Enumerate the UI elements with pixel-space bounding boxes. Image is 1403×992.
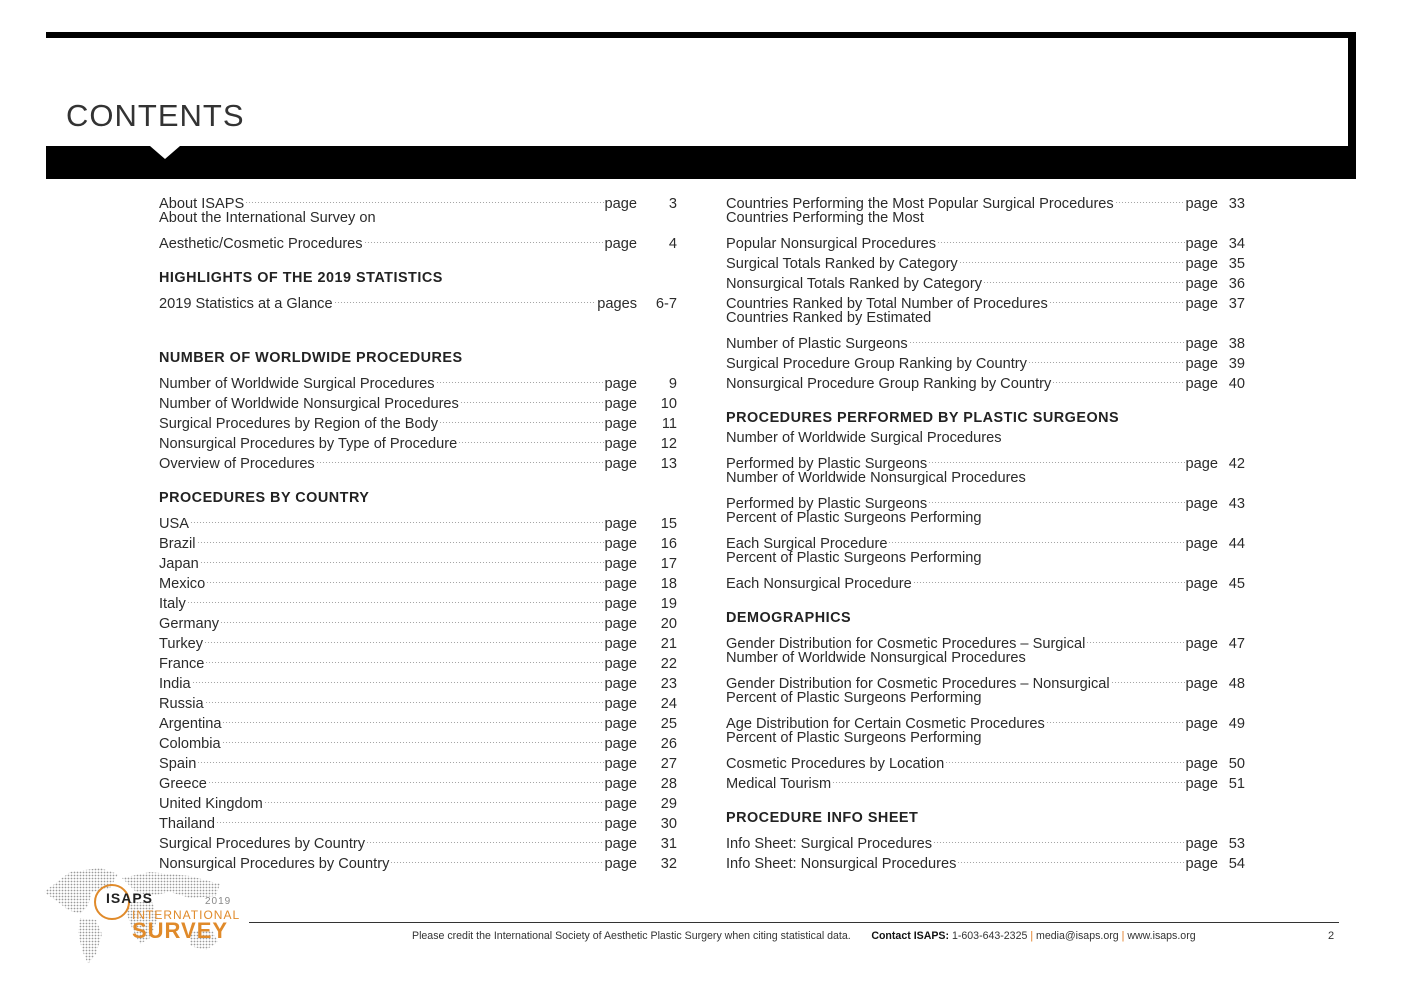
dot-leader [197, 748, 603, 768]
dot-leader [928, 488, 1184, 508]
toc-page-word: page [604, 236, 637, 252]
footer-email[interactable]: media@isaps.org [1036, 930, 1119, 942]
toc-entry[interactable] [159, 528, 677, 552]
toc-entry-label: USA [159, 516, 190, 532]
toc-page-number: 16 [660, 536, 677, 552]
toc-page-number: 53 [1228, 836, 1245, 852]
toc-entry-label: Countries Ranked by Total Number of Procedures [726, 296, 1048, 312]
toc-entry[interactable] [159, 588, 677, 612]
toc-page-word: page [604, 396, 637, 412]
toc-entry-label: Overview of Procedures [159, 456, 315, 472]
footer-credit: Please credit the International Society of Aesthetic Plastic Surgery when citing statistical data. [412, 930, 851, 942]
toc-page-number: 12 [660, 436, 677, 452]
toc-entry-label: Surgical Totals Ranked by Category [726, 256, 958, 272]
dot-leader [1111, 668, 1185, 688]
dot-leader [1049, 288, 1185, 308]
toc-entry-label: Each Surgical Procedure [726, 536, 888, 552]
toc-entry-label: Brazil [159, 536, 196, 552]
toc-entry-label: Japan [159, 556, 199, 572]
toc-entry-label: Surgical Procedure Group Ranking by Country [726, 356, 1027, 372]
toc-page-number: 33 [1228, 196, 1245, 212]
toc-section-heading: HIGHLIGHTS OF THE 2019 STATISTICS [159, 270, 443, 286]
toc-page-word: page [604, 576, 637, 592]
toc-entry[interactable] [726, 628, 1245, 652]
toc-entry-label: Performed by Plastic Surgeons [726, 496, 928, 512]
toc-entry[interactable] [159, 708, 677, 732]
toc-entry-line [726, 508, 1245, 528]
toc-entry[interactable] [159, 648, 677, 672]
toc-entry[interactable] [726, 528, 1245, 552]
toc-page-word: page [1185, 376, 1218, 392]
toc-page-number: 37 [1228, 296, 1245, 312]
dot-leader [205, 688, 604, 708]
toc-page-number: 34 [1228, 236, 1245, 252]
toc-page-word: page [604, 456, 637, 472]
toc-page-word: page [1185, 536, 1218, 552]
toc-page-word: page [1185, 256, 1218, 272]
toc-page-word: page [604, 616, 637, 632]
toc-entry[interactable] [159, 628, 677, 652]
toc-entry-line [159, 208, 677, 228]
toc-page-number: 44 [1228, 536, 1245, 552]
dot-leader [945, 748, 1184, 768]
footer-website[interactable]: www.isaps.org [1127, 930, 1196, 942]
toc-section-heading: DEMOGRAPHICS [726, 610, 852, 626]
dot-leader [264, 788, 604, 808]
dot-leader [1046, 708, 1185, 728]
toc-entry-label: Number of Worldwide Surgical Procedures [726, 430, 1002, 446]
logo-line-survey: SURVEY [132, 918, 229, 943]
toc-page-word: page [604, 816, 637, 832]
toc-page-word: page [604, 536, 637, 552]
toc-page-number: 19 [660, 596, 677, 612]
toc-page-number: 48 [1228, 676, 1245, 692]
toc-left-column [159, 188, 677, 872]
toc-entry[interactable] [159, 748, 677, 772]
toc-entry-label: Greece [159, 776, 207, 792]
toc-page-number: 30 [660, 816, 677, 832]
toc-page-word: page [1185, 636, 1218, 652]
toc-entry-label: Gender Distribution for Cosmetic Procedures – Nonsurgical [726, 676, 1110, 692]
toc-page-number: 40 [1228, 376, 1245, 392]
toc-page-word: page [1185, 836, 1218, 852]
toc-page-word: page [604, 416, 637, 432]
toc-entry-label: 2019 Statistics at a Glance [159, 296, 333, 312]
dot-leader [937, 228, 1184, 248]
toc-entry[interactable] [726, 708, 1245, 732]
dot-leader [1086, 628, 1184, 648]
toc-spacer [159, 328, 677, 348]
toc-entry-label: Countries Ranked by Estimated [726, 310, 932, 326]
toc-entry[interactable] [159, 728, 677, 752]
toc-entry-label: Medical Tourism [726, 776, 832, 792]
toc-page-number: 26 [660, 736, 677, 752]
footer-contact-label: Contact ISAPS: [871, 930, 950, 942]
toc-page-number: 51 [1228, 776, 1245, 792]
toc-entry[interactable] [159, 688, 677, 712]
header-bottom-band [46, 146, 1356, 179]
toc-section-heading: PROCEDURE INFO SHEET [726, 810, 919, 826]
toc-entry-label: Number of Worldwide Nonsurgical Procedures [726, 650, 1026, 666]
page-number: 2 [1328, 930, 1335, 942]
toc-entry-label: Number of Worldwide Nonsurgical Procedures [726, 470, 1026, 486]
toc-entry-label: Aesthetic/Cosmetic Procedures [159, 236, 363, 252]
toc-page-word: page [604, 436, 637, 452]
page-title: CONTENTS [66, 98, 245, 133]
toc-entry-label: About the International Survey on [159, 210, 376, 226]
dot-leader [436, 368, 604, 388]
toc-page-word: page [604, 636, 637, 652]
dot-leader [888, 528, 1184, 548]
toc-page-word: page [604, 376, 637, 392]
toc-entry[interactable] [726, 748, 1245, 772]
toc-page-number: 20 [660, 616, 677, 632]
logo-brand: ISAPS [106, 890, 154, 906]
toc-page-number: 32 [660, 856, 677, 872]
dot-leader [460, 388, 604, 408]
toc-entry-line [726, 648, 1245, 668]
toc-entry[interactable] [726, 188, 1245, 212]
toc-page-word: page [1185, 576, 1218, 592]
toc-entry-label: United Kingdom [159, 796, 263, 812]
toc-entry[interactable] [159, 828, 677, 852]
dot-leader [316, 448, 604, 468]
toc-entry-label: Surgical Procedures by Country [159, 836, 366, 852]
dot-leader [909, 328, 1185, 348]
toc-page-word: page [1185, 496, 1218, 512]
toc-page-number: 15 [660, 516, 677, 532]
toc-page-number: 38 [1228, 336, 1245, 352]
toc-entry-label: Turkey [159, 636, 204, 652]
toc-entry[interactable] [726, 568, 1245, 592]
toc-entry[interactable] [726, 328, 1245, 352]
toc-page-word: page [1185, 676, 1218, 692]
toc-entry[interactable] [159, 188, 677, 212]
toc-entry[interactable] [159, 808, 677, 832]
toc-page-number: 4 [668, 236, 677, 252]
dot-leader [364, 228, 604, 248]
toc-entry-label: About ISAPS [159, 196, 245, 212]
toc-entry-label: France [159, 656, 205, 672]
toc-page-word: page [604, 556, 637, 572]
toc-entry-label: Cosmetic Procedures by Location [726, 756, 945, 772]
toc-entry-label: Number of Worldwide Surgical Procedures [159, 376, 435, 392]
footer-separator-1: | [1030, 930, 1034, 942]
dot-leader [366, 828, 604, 848]
toc-entry-label: Nonsurgical Procedure Group Ranking by Country [726, 376, 1052, 392]
toc-page-word: page [1185, 716, 1218, 732]
toc-page-word: page [604, 776, 637, 792]
toc-entry-label: Info Sheet: Surgical Procedures [726, 836, 933, 852]
dot-leader [334, 288, 597, 308]
toc-entry[interactable] [159, 548, 677, 572]
dot-leader [832, 768, 1184, 788]
toc-page-number: 13 [660, 456, 677, 472]
toc-page-number: 24 [660, 696, 677, 712]
toc-page-number: 42 [1228, 456, 1245, 472]
footer-separator-2: | [1121, 930, 1125, 942]
toc-entry-label: Each Nonsurgical Procedure [726, 576, 912, 592]
dot-leader [957, 848, 1184, 868]
toc-entry-label: Germany [159, 616, 220, 632]
toc-page-number: 39 [1228, 356, 1245, 372]
dot-leader [220, 608, 604, 628]
toc-entry-line [726, 548, 1245, 568]
toc-page-word: page [604, 696, 637, 712]
header-side-rule [1348, 32, 1356, 150]
toc-entry-label: Mexico [159, 576, 206, 592]
dot-leader [205, 648, 603, 668]
dot-leader [1028, 348, 1185, 368]
toc-entry-label: Percent of Plastic Surgeons Performing [726, 730, 982, 746]
toc-page-word: page [604, 196, 637, 212]
toc-page-word: page [1185, 196, 1218, 212]
toc-entry[interactable] [159, 768, 677, 792]
toc-entry-label: Age Distribution for Certain Cosmetic Procedures [726, 716, 1045, 732]
toc-entry[interactable] [726, 668, 1245, 692]
toc-page-number: 54 [1228, 856, 1245, 872]
toc-section-heading: PROCEDURES BY COUNTRY [159, 490, 370, 506]
toc-entry-label: Thailand [159, 816, 215, 832]
toc-entry-label: Nonsurgical Procedures by Type of Procedure [159, 436, 458, 452]
toc-entry[interactable] [159, 608, 677, 632]
toc-entry[interactable] [159, 668, 677, 692]
toc-page-word: page [1185, 276, 1218, 292]
toc-entry-label: Spain [159, 756, 197, 772]
dot-leader [204, 628, 603, 648]
toc-page-number: 17 [660, 556, 677, 572]
toc-page-word: page [1185, 236, 1218, 252]
toc-entry-label: Percent of Plastic Surgeons Performing [726, 690, 982, 706]
toc-entry[interactable] [159, 568, 677, 592]
footer-phone: 1-603-643-2325 [951, 930, 1028, 942]
toc-page-word: page [604, 796, 637, 812]
toc-page-number: 3 [668, 196, 677, 212]
dot-leader [200, 548, 604, 568]
toc-page-number: 18 [660, 576, 677, 592]
toc-page-word: page [604, 596, 637, 612]
dot-leader [245, 188, 603, 208]
toc-entry-label: Percent of Plastic Surgeons Performing [726, 550, 982, 566]
toc-entry[interactable] [159, 228, 677, 252]
dot-leader [390, 848, 603, 868]
toc-entry[interactable] [726, 488, 1245, 512]
toc-entry-label: Gender Distribution for Cosmetic Procedures – Surgical [726, 636, 1086, 652]
dot-leader [439, 408, 603, 428]
dot-leader [928, 448, 1184, 468]
toc-page-number: 10 [660, 396, 677, 412]
toc-page-word: pages [597, 296, 637, 312]
dot-leader [222, 708, 603, 728]
dot-leader [1052, 368, 1184, 388]
toc-entry-label: Surgical Procedures by Region of the Body [159, 416, 439, 432]
toc-entry-label: Argentina [159, 716, 222, 732]
toc-page-number: 9 [668, 376, 677, 392]
dot-leader [197, 528, 604, 548]
toc-page-word: page [604, 836, 637, 852]
dot-leader [913, 568, 1185, 588]
toc-page-word: page [604, 516, 637, 532]
toc-page-number: 22 [660, 656, 677, 672]
dot-leader [192, 668, 604, 688]
dot-leader [1115, 188, 1185, 208]
toc-page-number: 29 [660, 796, 677, 812]
toc-entry-label: Countries Performing the Most [726, 210, 924, 226]
dot-leader [216, 808, 604, 828]
footer-text [412, 930, 1196, 942]
toc-entry[interactable] [159, 508, 677, 532]
dot-leader [983, 268, 1184, 288]
dot-leader [190, 508, 604, 528]
toc-entry-label: Percent of Plastic Surgeons Performing [726, 510, 982, 526]
toc-entry-line [726, 468, 1245, 488]
toc-page-word: page [1185, 456, 1218, 472]
toc-page-word: page [604, 756, 637, 772]
isaps-survey-logo [40, 862, 240, 972]
title-notch-icon [150, 146, 180, 159]
footer-rule [249, 922, 1339, 923]
dot-leader [959, 248, 1185, 268]
toc-entry-label: Colombia [159, 736, 221, 752]
toc-page-word: page [1185, 856, 1218, 872]
toc-entry-label: Russia [159, 696, 204, 712]
toc-page-number: 49 [1228, 716, 1245, 732]
dot-leader [933, 828, 1184, 848]
toc-page-number: 50 [1228, 756, 1245, 772]
toc-entry[interactable] [726, 448, 1245, 472]
toc-entry-line [726, 428, 1245, 448]
toc-page-word: page [604, 716, 637, 732]
toc-page-word: page [1185, 756, 1218, 772]
dot-leader [208, 768, 604, 788]
toc-page-word: page [1185, 296, 1218, 312]
toc-page-word: page [1185, 356, 1218, 372]
toc-entry-label: Number of Plastic Surgeons [726, 336, 908, 352]
toc-section-heading: PROCEDURES PERFORMED BY PLASTIC SURGEONS [726, 410, 1120, 426]
toc-page-word: page [604, 856, 637, 872]
logo-year: 2019 [205, 896, 232, 907]
toc-page-number: 6-7 [655, 296, 677, 312]
header-top-rule [46, 32, 1356, 38]
toc-page-number: 36 [1228, 276, 1245, 292]
toc-page-word: page [604, 656, 637, 672]
dot-leader [206, 568, 603, 588]
toc-page-word: page [604, 736, 637, 752]
toc-page-number: 47 [1228, 636, 1245, 652]
toc-entry-label: Performed by Plastic Surgeons [726, 456, 928, 472]
dot-leader [222, 728, 604, 748]
dot-leader [458, 428, 603, 448]
toc-entry-label: Nonsurgical Totals Ranked by Category [726, 276, 983, 292]
toc-page-number: 27 [660, 756, 677, 772]
toc-entry-label: Italy [159, 596, 186, 612]
toc-entry-label: Countries Performing the Most Popular Surgical Procedures [726, 196, 1114, 212]
toc-page-number: 45 [1228, 576, 1245, 592]
toc-section-heading: NUMBER OF WORLDWIDE PROCEDURES [159, 350, 463, 366]
toc-entry[interactable] [159, 788, 677, 812]
toc-entry-label: Popular Nonsurgical Procedures [726, 236, 937, 252]
toc-page-number: 31 [660, 836, 677, 852]
toc-page-number: 43 [1228, 496, 1245, 512]
toc-entry-label: Number of Worldwide Nonsurgical Procedures [159, 396, 459, 412]
toc-page-number: 35 [1228, 256, 1245, 272]
toc-entry[interactable] [726, 828, 1245, 852]
toc-page-number: 25 [660, 716, 677, 732]
toc-entry[interactable] [159, 368, 677, 392]
toc-entry[interactable] [726, 228, 1245, 252]
toc-entry-label: Info Sheet: Nonsurgical Procedures [726, 856, 957, 872]
toc-page-number: 21 [660, 636, 677, 652]
toc-page-number: 23 [660, 676, 677, 692]
toc-right-column [726, 188, 1245, 872]
logo-line-international: INTERNATIONAL [132, 908, 241, 922]
toc-page-number: 11 [661, 416, 677, 432]
toc-entry-label: India [159, 676, 191, 692]
toc-page-word: page [1185, 776, 1218, 792]
toc-page-number: 28 [660, 776, 677, 792]
dot-leader [187, 588, 604, 608]
toc-page-word: page [604, 676, 637, 692]
toc-page-word: page [1185, 336, 1218, 352]
toc-entry[interactable] [159, 288, 677, 312]
toc-entry-label: Nonsurgical Procedures by Country [159, 856, 390, 872]
